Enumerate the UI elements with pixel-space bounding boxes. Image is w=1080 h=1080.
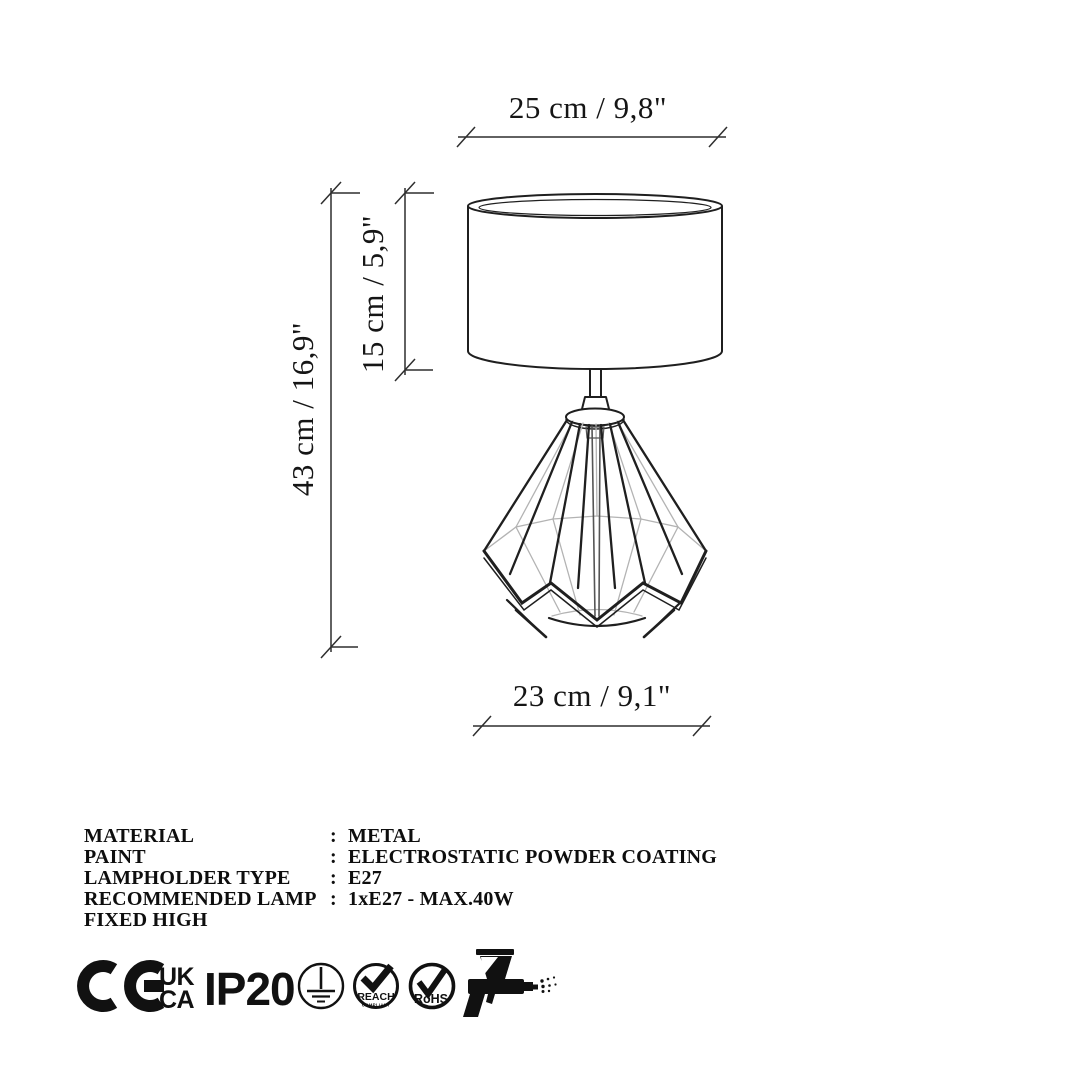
dimension-label-total-height: 43 cm / 16,9" <box>285 321 320 497</box>
spec-label: FIXED HIGH <box>84 909 208 931</box>
ukca-icon <box>159 963 195 1014</box>
spec-value: E27 <box>348 867 382 889</box>
spec-separator: : <box>330 846 337 868</box>
protective-earth-icon <box>299 964 343 1008</box>
spec-label: RECOMMENDED LAMP <box>84 888 317 910</box>
reach-compliant-icon <box>355 965 398 1008</box>
spec-value <box>348 910 717 931</box>
dimension-label-shade-height: 15 cm / 5,9" <box>355 214 390 374</box>
spec-separator <box>330 910 348 931</box>
spec-value: 1xE27 - MAX.40W <box>348 888 514 910</box>
spec-label: MATERIAL <box>84 825 195 847</box>
spec-label: PAINT <box>84 846 146 868</box>
spray-gun-icon <box>463 949 557 1017</box>
dimension-label-top-width: 25 cm / 9,8" <box>508 90 668 125</box>
dimension-label-base-width: 23 cm / 9,1" <box>512 678 672 713</box>
lamp-shade <box>468 194 722 369</box>
lamp-stem <box>566 369 624 429</box>
dimension-line-shade-height <box>395 182 434 381</box>
spec-value: METAL <box>348 825 421 847</box>
dimension-line-top-width <box>457 127 727 147</box>
ce-mark-icon <box>83 966 164 1006</box>
spec-label: LAMPHOLDER TYPE <box>84 867 291 889</box>
cage-center-rod <box>586 426 604 616</box>
spec-separator: : <box>330 888 337 910</box>
spec-value: ELECTROSTATIC POWDER COATING <box>348 846 717 868</box>
rohs-checkmark-icon <box>419 968 446 994</box>
cage-front-wires <box>484 420 706 588</box>
reach-sub-label: COMPLIANT <box>361 1002 391 1008</box>
ip20-rating-text: IP20 <box>204 963 295 1015</box>
dimension-line-base-width <box>473 716 711 736</box>
rohs-icon <box>411 965 454 1008</box>
ukca-text-uk: UK <box>159 963 195 991</box>
spec-separator: : <box>330 867 337 889</box>
reach-label: REACH <box>357 991 395 1003</box>
spec-table <box>84 826 717 931</box>
rohs-label: RoHS <box>413 992 449 1006</box>
spec-separator: : <box>330 825 337 847</box>
ukca-text-ca: CA <box>159 986 195 1014</box>
reach-checkmark-icon <box>363 966 391 988</box>
lamp-wire-base <box>484 420 706 637</box>
